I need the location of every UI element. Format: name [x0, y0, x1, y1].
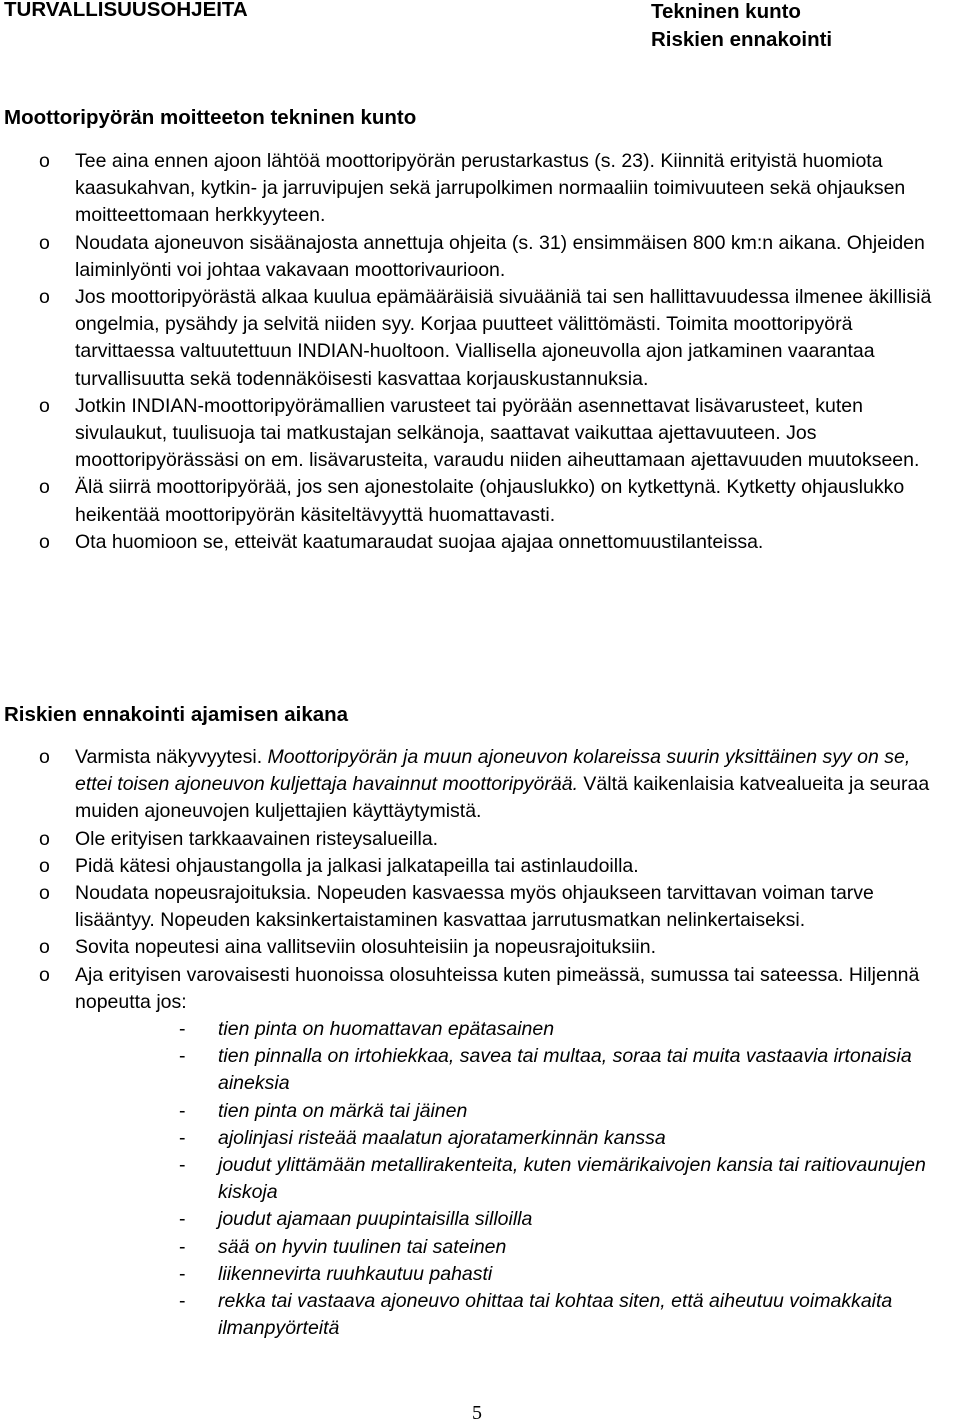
list-item — [0, 148, 951, 230]
list-item — [0, 393, 951, 475]
list-item-text: Tee aina ennen ajoon lähtöä moottoripyörän perustarkastus (s. 23). Kiinnitä erityistä huomiota kaasukahvan, kytkin- ja jarruvipujen sekä jarrupolkimen normaaliin toimivuuteen sekä ohjauksen moitteettomaan herkkyyteen. — [75, 150, 906, 227]
bullet-icon: o — [39, 530, 50, 553]
dash-icon: - — [179, 1290, 186, 1313]
document-header-topics — [651, 0, 832, 54]
list-item-text: Sovita nopeutesi aina vallitseviin olosuhteisiin ja nopeusrajoituksiin. — [75, 936, 657, 959]
list-item — [0, 744, 951, 826]
document-header-title: TURVALLISUUSOHJEITA — [4, 0, 248, 21]
bullet-icon: o — [39, 936, 50, 959]
sub-list-item-text: tien pinta on märkä tai jäinen — [218, 1099, 468, 1122]
sub-list-item-text: joudut ajamaan puupintaisilla silloilla — [218, 1208, 533, 1231]
dash-icon: - — [179, 1208, 186, 1231]
sub-list-item — [75, 1098, 948, 1125]
sub-list-item — [75, 1234, 948, 1261]
list-item-text: Varmista näkyvyytesi. — [75, 746, 268, 768]
list-item-text: Noudata nopeusrajoituksia. Nopeuden kasvaessa myös ohjaukseen tarvittavan voiman tarve lisääntyy. Nopeuden kaksinkertaistaminen kasvattaa jarrutusmatkan nelinkertaiseksi. — [75, 882, 874, 932]
sub-list-item-text: rekka tai vastaava ajoneuvo ohittaa tai kohtaa siten, että aiheutuu voimakkaita ilmanpyörteitä — [218, 1290, 893, 1340]
dash-icon: - — [179, 1045, 186, 1068]
bullet-icon: o — [39, 476, 50, 499]
bullet-icon: o — [39, 150, 50, 172]
list-item — [0, 529, 951, 556]
section-title-technical-condition: Moottoripyörän moitteeton tekninen kunto — [4, 106, 417, 129]
list-item — [0, 826, 951, 853]
list-item-text: Vältä kaikenlaisia katvealueita ja seuraa muiden ajoneuvojen kuljettajien käyttäytymistä. — [75, 773, 930, 823]
list-item-text: Ole erityisen tarkkaavainen risteysalueilla. — [75, 827, 439, 850]
section-title-risk-anticipation: Riskien ennakointi ajamisen aikana — [4, 703, 349, 726]
sub-list-item — [75, 1288, 948, 1342]
dash-icon: - — [179, 1235, 186, 1258]
technical-condition-list — [0, 148, 960, 556]
sub-list-item — [75, 1016, 948, 1043]
list-item-italic-text: Moottoripyörän ja muun ajoneuvon kolareissa suurin yksittäinen syy on se, ettei toisen ajoneuvon kuljettaja havainnut moottoripyörää. — [75, 746, 911, 796]
list-item — [0, 230, 951, 284]
list-item-text: Ota huomioon se, etteivät kaatumaraudat suojaa ajajaa onnettomuustilanteissa. — [75, 530, 764, 553]
sub-list-item — [75, 1261, 948, 1288]
bullet-icon: o — [39, 854, 50, 877]
dash-icon: - — [179, 1099, 186, 1122]
list-item — [0, 880, 951, 934]
list-item-text: Aja erityisen varovaisesti huonoissa olosuhteissa kuten pimeässä, sumussa tai sateessa. Hiljennä nopeutta jos: — [75, 963, 920, 1013]
dash-icon: - — [179, 1154, 186, 1177]
bullet-icon: o — [39, 286, 50, 309]
header-topic-technical-condition: Tekninen kunto — [651, 0, 801, 23]
bullet-icon: o — [39, 963, 50, 986]
list-item-text: Noudata ajoneuvon sisäänajosta annettuja ohjeita (s. 31) ensimmäisen 800 km:n aikana. Ohjeiden laiminlyönti voi johtaa vakavaan moottorivaurioon. — [75, 231, 925, 281]
bullet-icon: o — [39, 746, 50, 768]
bullet-icon: o — [39, 882, 50, 905]
page-number: 5 — [472, 1402, 482, 1424]
dash-icon: - — [179, 1018, 186, 1041]
header-topic-risk-anticipation: Riskien ennakointi — [651, 28, 833, 51]
sub-list-item-text: tien pinnalla on irtohiekkaa, savea tai multaa, soraa tai muita vastaavia irtonaisia aineksia — [218, 1045, 912, 1095]
sub-list-item-text: joudut ylittämään metallirakenteita, kuten viemärikaivojen kansia tai raitiovaunujen kiskoja — [218, 1154, 926, 1204]
list-item — [0, 284, 951, 393]
bullet-icon: o — [39, 827, 50, 850]
sub-list-item-text: ajolinjasi risteää maalatun ajoratamerkinnän kanssa — [218, 1126, 666, 1149]
sub-list-item-text: liikennevirta ruuhkautuu pahasti — [218, 1262, 493, 1285]
list-item-text: Pidä kätesi ohjaustangolla ja jalkasi jalkatapeilla tai astinlaudoilla. — [75, 854, 639, 877]
list-item — [0, 962, 951, 1343]
bullet-icon: o — [39, 231, 50, 254]
bullet-icon: o — [39, 394, 50, 417]
list-item-text: Jos moottoripyörästä alkaa kuulua epämääräisiä sivuääniä tai sen hallittavuudessa ilmenee äkillisiä ongelmia, pysähdy ja selvitä niiden syy. Korjaa puutteet välittömästi. Toimita moottoripyörä tarvittaessa valtuutettuun INDIAN-huoltoon. Viallisella ajoneuvolla ajon jatkaminen vaarantaa turvallisuutta sekä todennäköisesti kasvattaa korjauskustannuksia. — [75, 286, 932, 390]
risk-anticipation-list — [0, 744, 960, 1342]
sub-list-item-text: sää on hyvin tuulinen tai sateinen — [218, 1235, 507, 1258]
sub-list-item-text: tien pinta on huomattavan epätasainen — [218, 1018, 555, 1041]
sub-list-item — [75, 1152, 948, 1206]
dash-icon: - — [179, 1262, 186, 1285]
list-item — [0, 853, 951, 880]
list-item-text: Jotkin INDIAN-moottoripyörämallien varusteet tai pyörään asennettavat lisävarusteet, kuten sivulaukut, tuulisuoja tai matkustajan selkänoja, saattavat vaikuttaa ajettavuuteen. Jos moottoripyörässäsi on em. lisävarusteita, varaudu niiden aiheuttamaan ajettavuuden muutokseen. — [75, 394, 920, 472]
sub-list-item — [75, 1125, 948, 1152]
list-item — [0, 474, 951, 528]
dash-icon: - — [179, 1126, 186, 1149]
sub-list-item — [75, 1043, 948, 1097]
sub-list-item — [75, 1206, 948, 1233]
list-item-text: Älä siirrä moottoripyörää, jos sen ajonestolaite (ohjauslukko) on kytkettynä. Kytketty ohjauslukko heikentää moottoripyörän käsiteltävyyttä huomattavasti. — [75, 476, 905, 526]
slow-down-conditions-list — [75, 1016, 951, 1342]
list-item — [0, 934, 951, 961]
